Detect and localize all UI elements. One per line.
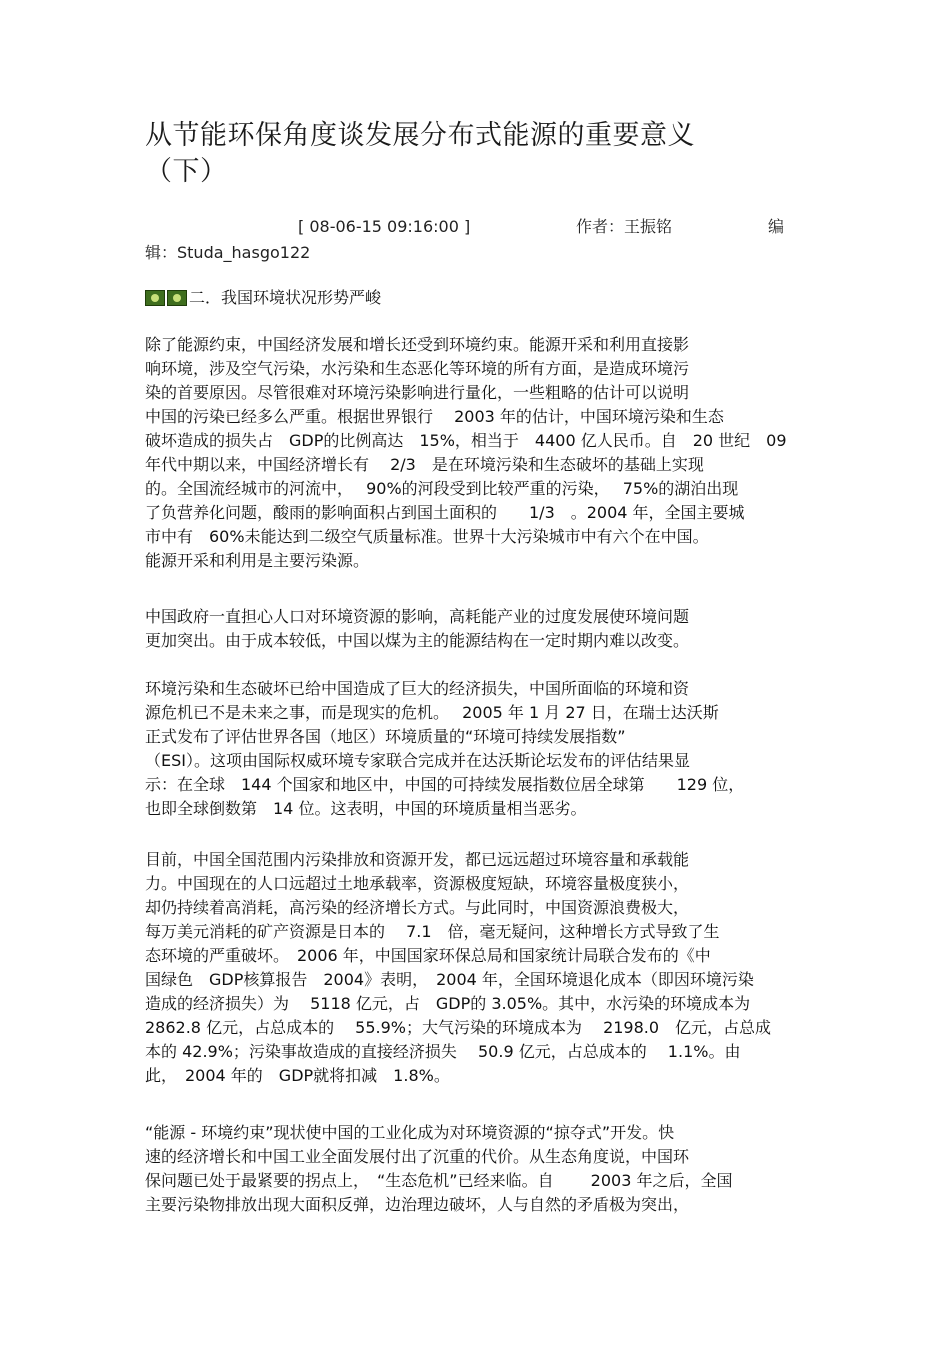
editor-label-start: 编 xyxy=(768,217,785,236)
editor-line: 辑：Studa_hasgo122 xyxy=(145,243,311,262)
paragraph-line: 目前，中国全国范围内污染排放和资源开发，都已远远超过环境容量和承载能 xyxy=(145,850,690,869)
paragraph-line: 态环境的严重破坏。 2006 年，中国国家环保总局和国家统计局联合发布的《中 xyxy=(145,946,711,965)
paragraph-line: 环境污染和生态破坏已给中国造成了巨大的经济损失，中国所面临的环境和资 xyxy=(145,679,690,698)
paragraph-line: 却仍持续着高消耗，高污染的经济增长方式。与此同时，中国资源浪费极大， xyxy=(145,898,690,917)
paragraph-line: 中国的污染已经多么严重。根据世界银行 2003 年的估计，中国环境污染和生态 xyxy=(145,407,724,426)
leaf-bullet-icon xyxy=(167,290,187,306)
paragraph-line: 市中有 60%未能达到二级空气质量标准。世界十大污染城市中有六个在中国。 xyxy=(145,527,709,546)
paragraph-line: 能源开采和利用是主要污染源。 xyxy=(145,551,370,570)
paragraph-line: 除了能源约束，中国经济发展和增长还受到环境约束。能源开采和利用直接影 xyxy=(145,335,690,354)
paragraph-3 xyxy=(145,677,805,821)
paragraph-line: “能源 - 环境约束”现状使中国的工业化成为对环境资源的“掠夺式”开发。快 xyxy=(145,1123,675,1142)
paragraph-line: 了负营养化问题，酸雨的影响面积占到国土面积的 1/3 。2004 年，全国主要城 xyxy=(145,503,745,522)
paragraph-line: 造成的经济损失）为 5118 亿元，占 GDP的 3.05%。其中，水污染的环境成本为 xyxy=(145,994,751,1013)
paragraph-line: 响环境，涉及空气污染，水污染和生态恶化等环境的所有方面，是造成环境污 xyxy=(145,359,690,378)
paragraph-line: 中国政府一直担心人口对环境资源的影响，高耗能产业的过度发展使环境问题 xyxy=(145,607,690,626)
paragraph-line: 破坏造成的损失占 GDP的比例高达 15%，相当于 4400 亿人民币。自 20 世纪 09 xyxy=(145,431,787,450)
leaf-bullet-icon xyxy=(145,290,165,306)
paragraph-line: 国绿色 GDP核算报告 2004》表明， 2004 年，全国环境退化成本（即因环境污染 xyxy=(145,970,754,989)
paragraph-line: 此， 2004 年的 GDP就将扣减 1.8%。 xyxy=(145,1066,450,1085)
publish-date: [ 08-06-15 09:16:00 ] xyxy=(298,217,471,236)
section-heading-text: 二．我国环境状况形势严峻 xyxy=(189,288,382,307)
paragraph-2 xyxy=(145,605,805,653)
paragraph-line: 染的首要原因。尽管很难对环境污染影响进行量化，一些粗略的估计可以说明 xyxy=(145,383,690,402)
section-heading xyxy=(145,287,381,309)
paragraph-line: 每万美元消耗的矿产资源是日本的 7.1 倍，毫无疑问，这种增长方式导致了生 xyxy=(145,922,720,941)
paragraph-line: 示：在全球 144 个国家和地区中，中国的可持续发展指数位居全球第 129 位， xyxy=(145,775,745,794)
paragraph-1 xyxy=(145,333,805,573)
paragraph-line: （ESI）。这项由国际权威环境专家联合完成并在达沃斯论坛发布的评估结果显 xyxy=(145,751,690,770)
article-title xyxy=(145,118,805,190)
author-line: 作者：王振铭 xyxy=(576,217,673,236)
article-title-line-1: 从节能环保角度谈发展分布式能源的重要意义 xyxy=(145,120,695,151)
paragraph-4 xyxy=(145,848,805,1088)
paragraph-line: 力。中国现在的人口远超过土地承载率，资源极度短缺，环境容量极度狭小， xyxy=(145,874,690,893)
paragraph-line: 也即全球倒数第 14 位。这表明，中国的环境质量相当恶劣。 xyxy=(145,799,587,818)
paragraph-line: 年代中期以来，中国经济增长有 2/3 是在环境污染和生态破坏的基础上实现 xyxy=(145,455,704,474)
paragraph-5 xyxy=(145,1121,805,1217)
paragraph-line: 保问题已处于最紧要的拐点上， “生态危机”已经来临。自 2003 年之后，全国 xyxy=(145,1171,733,1190)
paragraph-line: 主要污染物排放出现大面积反弹，边治理边破坏，人与自然的矛盾极为突出， xyxy=(145,1195,690,1214)
article-title-line-2: （下） xyxy=(145,156,228,187)
paragraph-line: 2862.8 亿元，占总成本的 55.9%；大气污染的环境成本为 2198.0 亿元，占总成 xyxy=(145,1018,772,1037)
paragraph-line: 速的经济增长和中国工业全面发展付出了沉重的代价。从生态角度说，中国环 xyxy=(145,1147,690,1166)
paragraph-line: 源危机已不是未来之事，而是现实的危机。 2005 年 1 月 27 日，在瑞士达沃斯 xyxy=(145,703,719,722)
paragraph-line: 更加突出。由于成本较低，中国以煤为主的能源结构在一定时期内难以改变。 xyxy=(145,631,690,650)
paragraph-line: 的。全国流经城市的河流中， 90%的河段受到比较严重的污染， 75%的湖泊出现 xyxy=(145,479,739,498)
paragraph-line: 正式发布了评估世界各国（地区）环境质量的“环境可持续发展指数” xyxy=(145,727,626,746)
paragraph-line: 本的 42.9%；污染事故造成的直接经济损失 50.9 亿元，占总成本的 1.1%。由 xyxy=(145,1042,741,1061)
